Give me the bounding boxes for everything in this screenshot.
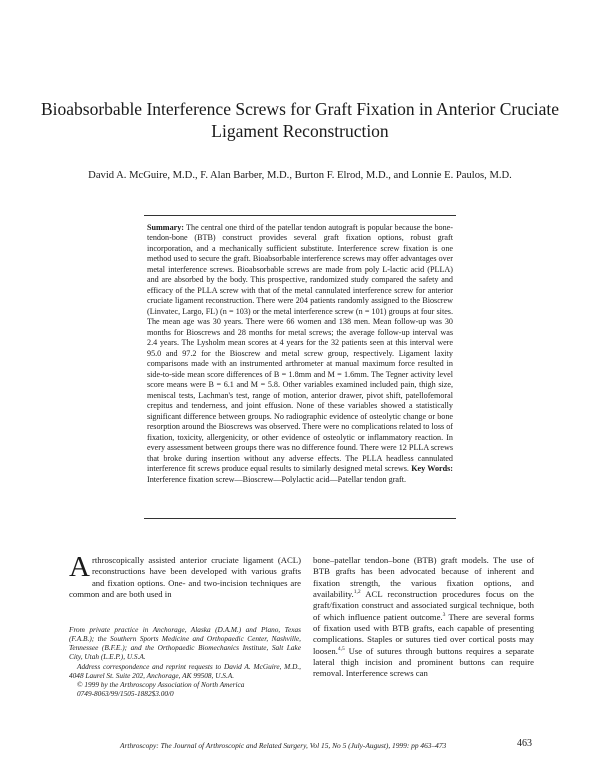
footnotes [69, 625, 301, 698]
author-list: David A. McGuire, M.D., F. Alan Barber, M.D., Burton F. Elrod, M.D., and Lonnie E. Paulos, M.D. [88, 170, 512, 181]
body-column-left [69, 551, 301, 600]
page-number: 463 [517, 738, 532, 749]
drop-cap: A [69, 551, 90, 583]
body-text-1: bone–patellar tendon–bone (BTB) graft models. The use of BTB grafts has been advocated because of inherent and fixation strength, the various fixation options, and availability. [313, 555, 534, 599]
keywords-text: Interference fixation screw—Bioscrew—Polylactic acid—Patellar tendon graft. [147, 474, 406, 484]
intro-text: rthroscopically assisted anterior cruciate ligament (ACL) reconstructions have been developed with various grafts and fixation options. One- and two-incision techniques are common and are both used in [69, 555, 301, 599]
abstract-top-rule [144, 215, 456, 216]
body-text-2: ACL reconstruction procedures focus on the graft/fixation construct and associated surgical technique, both of which influence patient outcome. [313, 588, 534, 622]
body-text-4: Use of sutures through buttons requires a separate lateral thigh incision and prominent buttons can require removal. Interference screws can [313, 645, 534, 679]
citation-ref: 4,5 [337, 645, 345, 652]
abstract-bottom-rule [144, 518, 456, 519]
footnote-copyright: © 1999 by the Arthroscopy Association of North America [77, 679, 245, 689]
summary-text: The central one third of the patellar tendon autograft is popular because the bone-tendon-bone (BTB) construct provides several graft fixation options, robust graft incorporation, and a mechanically sufficient substitute. Interference screw fixation is one method used to secure the graft. Bioabsorbable interference screws may offer advantages over metal interference screws. Bioabsorbable screws are made from poly L-lactic acid (PLLA) and are absorbed by the body. This prospective, randomized study compared the safety and efficacy of the PLLA screw with that of the metal cannulated interference screw for anterior cruciate ligament reconstruction. There were 204 patients randomly assigned to the Bioscrew (Linvatec, Largo, FL) (n = 103) or the metal interference screw (n = 101) groups at four sites. The mean age was 30 years. There were 66 women and 138 men. Mean follow-up was 30 months for Bioscrews and 28 months for metal screws; the average follow-up interval was 2.4 years. The Lysholm mean scores at 4 years for the 32 patients seen at this interval were 95.0 and 97.2 for the Bioscrew and metal screw group, respectively. Ligament laxity comparisons made with an instrumented arthrometer at manual maximum force resulted in side-to-side mean score differences of B = 1.8mm and M = 1.6mm. The Tegner activity level score means were B = 6.1 and M = 5.8. Other variables examined included pain, thigh size, meniscal tests, Lachman's test, range of motion, anterior drawer, pivot shift, patellofemoral crepitus and tenderness, and joint effusion. None of these variables showed a statistically significant difference between groups. No radiographic evidence of osteolytic change or bone resorption around the Bioscrews was observed. There were no complications related to loss of fixation, toxicity, allergenicity, or other evidence of osteolytic or inflammatory reaction. In every assessment between groups there was no difference found. There were 12 PLLA screws that broke during insertion without any adverse effects. The PLLA headless cannulated interference fit screws produce equal results to similarly designed metal screws. [147, 223, 453, 474]
keywords-label: Key Words: [411, 464, 454, 474]
footnote-issn: 0749-8063/99/1505-1882$3.00/0 [77, 689, 174, 699]
footnote-correspondence: Address correspondence and reprint requests to David A. McGuire, M.D., 4048 Laurel St. Suite 202, Anchorage, AK 99508, U.S.A. [69, 661, 301, 680]
article-title: Bioabsorbable Interference Screws for Graft Fixation in Anterior Cruciate Ligament Reconstruction [40, 99, 559, 141]
footnote-affiliation: From private practice in Anchorage, Alaska (D.A.M.) and Plano, Texas (F.A.B.); the Southern Sports Medicine and Orthopaedic Center, Nashville, Tennessee (B.F.E.); and the Orthopaedic Biomechanics Institute, Salt Lake City, Utah (L.E.P.), U.S.A. [69, 625, 301, 662]
citation-ref: 1,2 [353, 589, 361, 596]
journal-citation: Arthroscopy: The Journal of Arthroscopic and Related Surgery, Vol 15, No 5 (July-August), 1999: pp 463–473 [120, 741, 447, 750]
summary-label: Summary: [147, 223, 185, 232]
body-column-right [313, 555, 534, 679]
body-text-3: There are several forms of fixation used with BTB grafts, each capable of presenting complications. Staples or sutures tied over cortical posts may loosen. [313, 611, 534, 656]
abstract [147, 223, 453, 485]
citation-ref: 3 [442, 611, 446, 618]
